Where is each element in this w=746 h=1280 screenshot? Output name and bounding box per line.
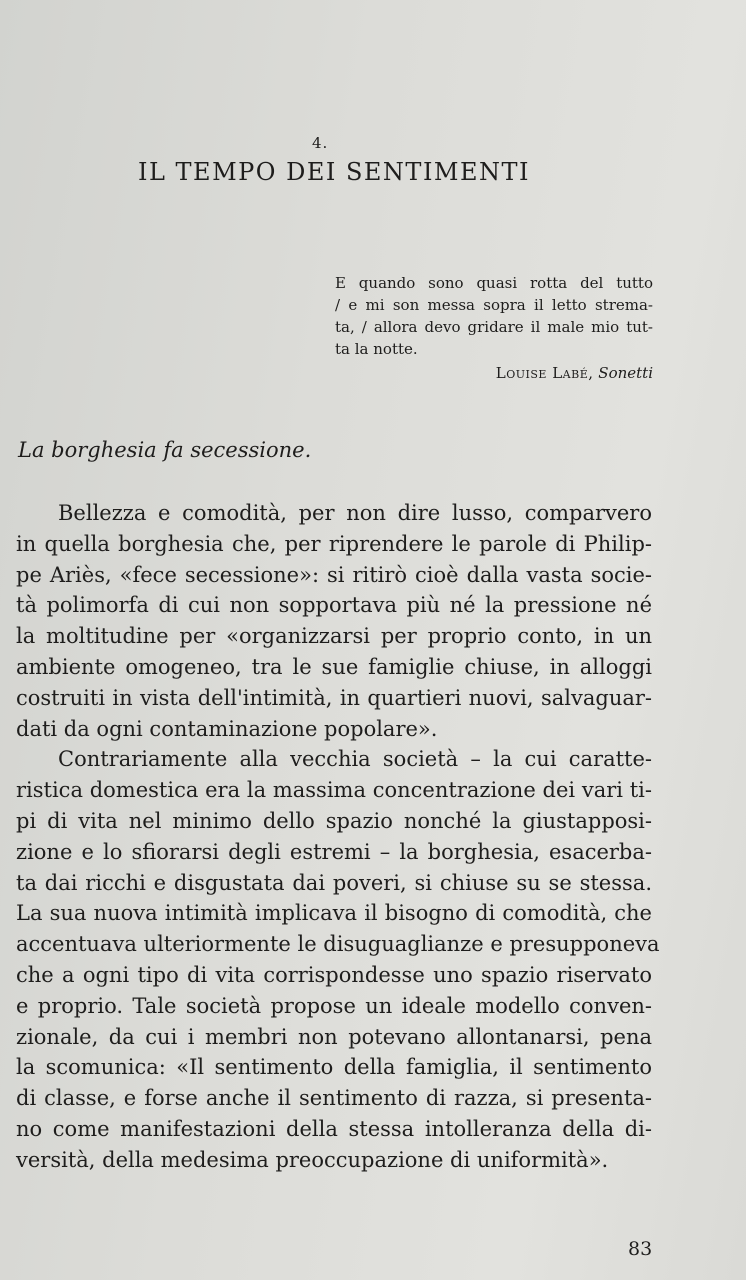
text-line: pi di vita nel minimo dello spazio nonché la giustapposi-: [16, 808, 652, 833]
page-number: 83: [628, 1238, 653, 1260]
epigraph-attribution: [335, 362, 653, 384]
text-line: tà polimorfa di cui non sopportava più né la pressione né: [16, 593, 652, 618]
text-line: pe Ariès, «fece secessione»: si ritirò cioè dalla vasta socie-: [16, 562, 652, 587]
text-line: in quella borghesia che, per riprendere le parole di Philip-: [16, 531, 652, 556]
text-line: la scomunica: «Il sentimento della famiglia, il sentimento: [16, 1055, 652, 1080]
epigraph-work: Sonetti: [598, 364, 653, 382]
epigraph: [335, 272, 653, 384]
epigraph-author: Louise Labé,: [495, 364, 594, 382]
chapter-title: IL TEMPO DEI SENTIMENTI: [138, 158, 531, 186]
epigraph-line: ta la notte.: [335, 340, 418, 358]
text-line: Contrariamente alla vecchia società – la cui caratte-: [58, 747, 652, 772]
text-line: accentuava ulteriormente le disuguaglianze e presupponeva: [16, 932, 660, 957]
text-line: zione e lo sfiorarsi degli estremi – la borghesia, esacerba-: [16, 839, 652, 864]
text-line: ristica domestica era la massima concentrazione dei vari ti-: [16, 778, 652, 803]
text-line: zionale, da cui i membri non potevano allontanarsi, pena: [16, 1024, 652, 1049]
text-line: la moltitudine per «organizzarsi per proprio conto, in un: [16, 624, 652, 649]
epigraph-line: E quando sono quasi rotta del tutto: [335, 274, 653, 292]
text-line: e proprio. Tale società propose un ideale modello conven-: [16, 993, 652, 1018]
text-line: versità, della medesima preoccupazione di uniformità».: [16, 1147, 609, 1172]
text-line: ta dai ricchi e disgustata dai poveri, si chiuse su se stessa.: [16, 870, 652, 895]
text-line: no come manifestazioni della stessa intolleranza della di-: [16, 1116, 652, 1141]
section-heading: La borghesia fa secessione.: [18, 438, 312, 462]
text-line: costruiti in vista dell'intimità, in quartieri nuovi, salvaguar-: [16, 685, 652, 710]
epigraph-line: / e mi son messa sopra il letto strema-: [335, 296, 653, 314]
chapter-number: 4.: [312, 134, 329, 152]
text-line: Bellezza e comodità, per non dire lusso, comparvero: [58, 501, 652, 525]
text-line: che a ogni tipo di vita corrispondesse uno spazio riservato: [16, 962, 652, 987]
text-line: dati da ogni contaminazione popolare».: [16, 716, 438, 741]
text-line: ambiente omogeneo, tra le sue famiglie chiuse, in alloggi: [16, 654, 652, 679]
text-line: di classe, e forse anche il sentimento di razza, si presenta-: [16, 1086, 652, 1111]
epigraph-line: ta, / allora devo gridare il male mio tut-: [335, 318, 653, 336]
body-text: [16, 498, 660, 1176]
text-line: La sua nuova intimità implicava il bisogno di comodità, che: [16, 901, 652, 926]
